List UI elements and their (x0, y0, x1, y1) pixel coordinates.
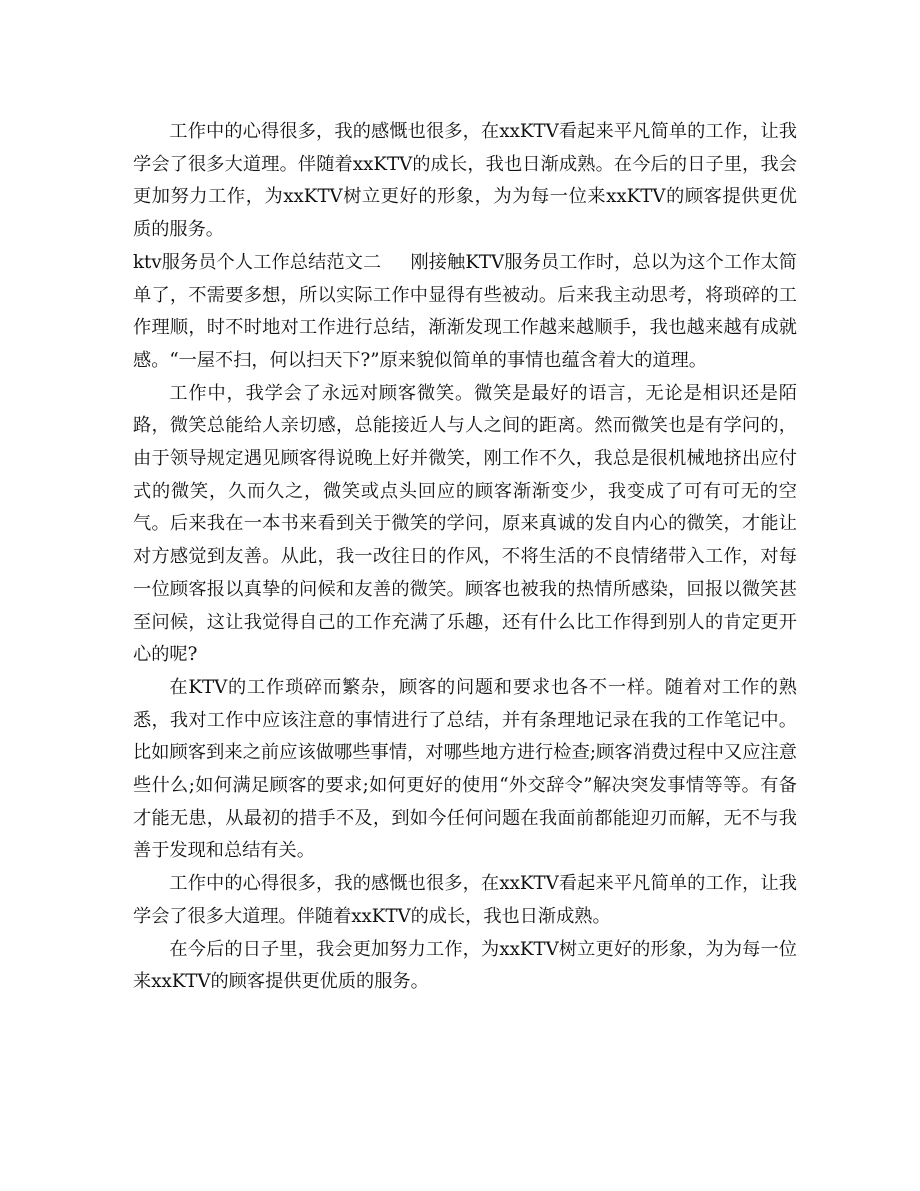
paragraph-1: 工作中的心得很多，我的感慨也很多，在xxKTV看起来平凡简单的工作，让我学会了很多大道理。伴随着xxKTV的成长，我也日渐成熟。在今后的日子里，我会更加努力工作，为xxKTV树立更好的形象，为为每一位来xxKTV的顾客提供更优质的服务。 (133, 121, 797, 241)
paragraph-5: 工作中的心得很多，我的感慨也很多，在xxKTV看起来平凡简单的工作，让我学会了很多大道理。伴随着xxKTV的成长，我也日渐成熟。 (133, 873, 797, 927)
paragraph-6: 在今后的日子里，我会更加努力工作，为xxKTV树立更好的形象，为为每一位来xxKTV的顾客提供更优质的服务。 (133, 938, 797, 993)
paragraph-4: 在KTV的工作琐碎而繁杂，顾客的问题和要求也各不一样。随着对工作的熟悉，我对工作中应该注意的事情进行了总结，并有条理地记录在我的工作笔记中。比如顾客到来之前应该做哪些事情，对哪些地方进行检查;顾客消费过程中又应注意些什么;如何满足顾客的要求;如何更好的使用“外交辞令”解决突发事情等等。有备才能无患，从最初的措手不及，到如今任何问题在我面前都能迎刃而解，无不与我善于发现和总结有关。 (133, 676, 797, 862)
paragraph-2-text: 刚接触KTV服务员工作时，总以为这个工作太简单了，不需要多想，所以实际工作中显得有些被动。后来我主动思考，将琐碎的工作理顺，时不时地对工作进行总结，渐渐发现工作越来越顺手，我也越来越有成就感。“一屋不扫，何以扫天下?”原来貌似简单的事情也蕴含着大的道理。 (133, 251, 797, 371)
paragraph-3: 工作中，我学会了永远对顾客微笑。微笑是最好的语言，无论是相识还是陌路，微笑总能给人亲切感，总能接近人与人之间的距离。然而微笑也是有学问的，由于领导规定遇见顾客得说晚上好并微笑，刚工作不久，我总是很机械地挤出应付式的微笑，久而久之，微笑或点头回应的顾客渐渐变少，我变成了可有可无的空气。后来我在一本书来看到关于微笑的学问，原来真诚的发自内心的微笑，才能让对方感觉到友善。从此，我一改往日的作风，不将生活的不良情绪带入工作，对每一位顾客报以真挚的问候和友善的微笑。顾客也被我的热情所感染，回报以微笑甚至问候，这让我觉得自己的工作充满了乐趣，还有什么比工作得到别人的肯定更开心的呢? (133, 382, 797, 666)
paragraph-2 (133, 247, 797, 378)
document-body (133, 116, 797, 999)
section-heading: ktv服务员个人工作总结范文二 (133, 251, 382, 273)
